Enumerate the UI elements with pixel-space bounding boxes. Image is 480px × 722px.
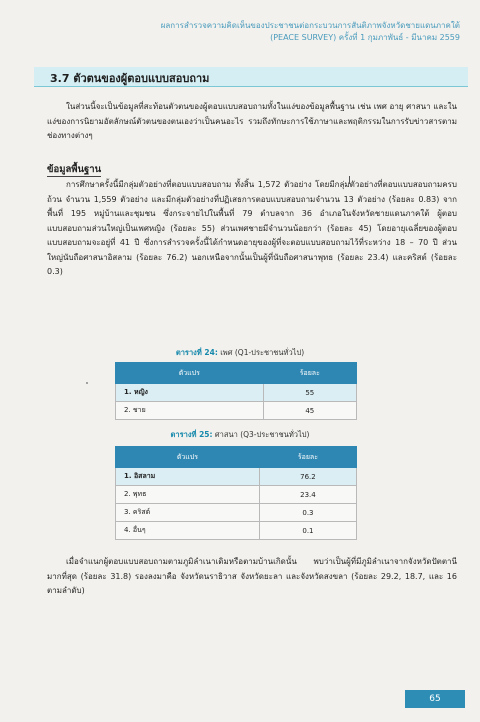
- column-header-variable: ตัวแปร: [116, 447, 260, 468]
- table-24-title: เพศ (Q1-ประชาชนทั่วไป): [220, 348, 305, 357]
- table-row: [116, 522, 357, 540]
- table-25-number: ตารางที่ 25:: [170, 430, 213, 439]
- column-header-percent: ร้อยละ: [259, 447, 356, 468]
- table-row: [116, 384, 357, 402]
- table-header-row: [116, 447, 357, 468]
- table-25-title: ศาสนา (Q3-ประชาชนทั่วไป): [214, 430, 310, 439]
- table-header-row: [116, 363, 357, 384]
- row-value: 23.4: [259, 486, 356, 504]
- table-row: [116, 402, 357, 420]
- header-line-2: (PEACE SURVEY) ครั้งที่ 1 กุมภาพันธ์ - มีนาคม 2559: [270, 33, 460, 42]
- row-value: 45: [263, 402, 356, 420]
- table-25-caption: [0, 429, 480, 441]
- row-value: 0.3: [259, 504, 356, 522]
- section-heading-bar: [34, 67, 468, 87]
- page-number: 65: [405, 690, 465, 708]
- row-value: 76.2: [259, 468, 356, 486]
- table-row: [116, 486, 357, 504]
- table-24-caption: [0, 347, 480, 359]
- table-row: [116, 468, 357, 486]
- row-label: 1. อิสลาม: [116, 468, 260, 486]
- section-title: 3.7 ตัวตนของผู้ตอบแบบสอบถาม: [50, 72, 210, 85]
- row-label: 1. หญิง: [116, 384, 264, 402]
- row-label: 3. คริสต์: [116, 504, 260, 522]
- stray-mark: [86, 382, 88, 384]
- header-line-1: ผลการสำรวจความคิดเห็นของประชาชนต่อกระบวนการสันติภาพจังหวัดชายแดนภาคใต้: [160, 21, 460, 30]
- table-24: [115, 362, 357, 420]
- row-label: 2. พุทธ: [116, 486, 260, 504]
- table-row: [116, 504, 357, 522]
- row-value: 55: [263, 384, 356, 402]
- intro-paragraph: ในส่วนนี้จะเป็นข้อมูลที่สะท้อนตัวตนของผู้ตอบแบบสอบถามทั้งในแง่ของข้อมูลพื้นฐาน เช่น เพศ อายุ ศาสนา และในแง่ของการนิยามอัตลักษณ์ตัวตนของตนเองว่าเป็นคนอะไร รวมถึงทักษะการใช้ภาษาและพฤติกรรมในการรับข่าวสารตามช่องทางต่างๆ: [47, 102, 458, 140]
- basic-info-heading: ข้อมูลพื้นฐาน: [47, 164, 102, 175]
- closing-paragraph: เมื่อจำแนกผู้ตอบแบบสอบถามตามภูมิลำเนาเดิมหรือตามบ้านเกิดนั้น พบว่าเป็นผู้ที่มีภูมิลำเนาจากจังหวัดปัตตานีมากที่สุด (ร้อยละ 31.8) รองลงมาคือ จังหวัดนราธิวาส จังหวัดยะลา และจังหวัดสงขลา (ร้อยละ 29.2, 18.7, และ 16 ตามลำดับ): [47, 557, 457, 595]
- column-header-variable: ตัวแปร: [116, 363, 264, 384]
- column-header-percent: ร้อยละ: [263, 363, 356, 384]
- table-24-number: ตารางที่ 24:: [175, 348, 218, 357]
- running-header: [161, 20, 460, 44]
- table-25: [115, 446, 357, 540]
- basic-info-paragraph: การศึกษาครั้งนี้มีกลุ่มตัวอย่างที่ตอบแบบสอบถาม ทั้งสิ้น 1,572 ตัวอย่าง โดยมีกลุ่มตัวอย่างที่ตอบแบบสอบถามครบถ้วน จำนวน 1,559 ตัวอย่าง และมีกลุ่มตัวอย่างที่ปฏิเสธการตอบแบบสอบถามจำนวน 13 ตัวอย่าง (ร้อยละ 0.83) จากพื้นที่ 195 หมู่บ้านและชุมชน ซึ่งกระจายไปในพื้นที่ 79 ตำบลจาก 36 อำเภอในจังหวัดชายแดนภาคใต้ ผู้ตอบแบบสอบถามส่วนใหญ่เป็นเพศหญิง (ร้อยละ 55) ส่วนเพศชายมีจำนวนน้อยกว่า (ร้อยละ 45) โดยอายุเฉลี่ยของผู้ตอบแบบสอบถามจะอยู่ที่ 41 ปี ซึ่งการสำรวจครั้งนี้ได้กำหนดอายุของผู้ที่จะตอบแบบสอบถามไว้ที่ระหว่าง 18 – 70 ปี ส่วนใหญ่นับถือศาสนาอิสลาม (ร้อยละ 76.2) นอกเหนือจากนั้นเป็นผู้ที่นับถือศาสนาพุทธ (ร้อยละ 23.4) และคริสต์ (ร้อยละ 0.3): [47, 180, 457, 276]
- row-value: 0.1: [259, 522, 356, 540]
- row-label: 4. อื่นๆ: [116, 522, 260, 540]
- row-label: 2. ชาย: [116, 402, 264, 420]
